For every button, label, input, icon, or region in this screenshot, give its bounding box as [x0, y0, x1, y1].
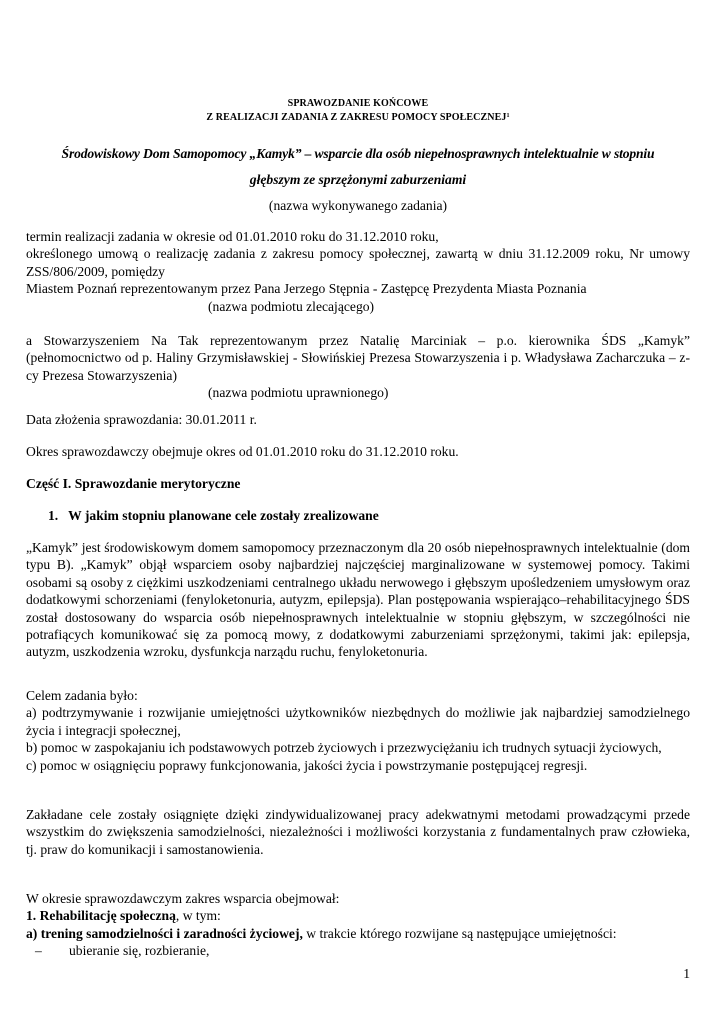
training-suffix: w trakcie którego rozwijane są następujące umiejętności: — [302, 925, 617, 941]
skill-list-item — [35, 942, 690, 959]
scope-intro: W okresie sprawozdawczym zakres wsparcia obejmował: — [26, 891, 340, 906]
task-title-line-2: głębszym ze sprzężonymi zaburzeniami — [249, 172, 467, 187]
question-1-heading: 1. W jakim stopniu planowane cele zostały zrealizowane — [48, 508, 379, 523]
contractor-caption: (nazwa podmiotu uprawnionego) — [208, 385, 389, 401]
header-line-1: SPRAWOZDANIE KOŃCOWE — [287, 98, 429, 109]
commissioner-line: Miastem Poznań reprezentowanym przez Pana Jerzego Stępnia - Zastępcę Prezydenta Miasta Poznania — [26, 281, 587, 297]
rehab-suffix: , w tym: — [175, 908, 221, 924]
skill-text: ubieranie się, rozbieranie, — [69, 943, 210, 959]
reporting-period: Okres sprawozdawczy obejmuje okres od 01.01.2010 roku do 31.12.2010 roku. — [26, 444, 459, 459]
report-header — [26, 97, 690, 125]
rehab-title: 1. Rehabilitację społeczną — [26, 908, 176, 924]
goal-b: b) pomoc w zaspokajaniu ich podstawowych potrzeb życiowych i przezwyciężaniu ich trudnych sytuacji życiowych, — [26, 740, 662, 756]
support-scope — [26, 890, 690, 960]
task-title — [26, 141, 690, 214]
goal-a: a) podtrzymywanie i rozwijanie umiejętności użytkowników niezbędnych do możliwie jak najbardziej samodzielnego życia i integracji społecznej, — [26, 705, 690, 738]
dash-bullet: – — [35, 943, 42, 959]
term-line: termin realizacji zadania w okresie od 01.01.2010 roku do 31.12.2010 roku, — [26, 229, 439, 244]
commissioner-caption: (nazwa podmiotu zlecającego) — [208, 298, 375, 314]
header-line-2: Z REALIZACJI ZADANIA Z ZAKRESU POMOCY SPOŁECZNEJ$^1$ — [206, 112, 510, 123]
kamyk-description: „Kamyk” jest środowiskowym domem samopomocy przeznaczonym dla 20 osób niepełnosprawnych intelektualnie (dom typu B). „Kamyk” objął wsparciem osoby najbardziej najczęściej marginalizowane w systemowej pomocy. Takimi osobami są osoby z ciężkimi uszkodzeniami centralnego układu nerwowego i głębszym upośledzeniem umysłowym oraz dodatkowymi schorzeniami (fenyloketonuria, autyzm, epilepsja). Plan postępowania wspierająco–rehabilitacyjnego ŚDS został dostosowany do wsparcia osób niepełnosprawnych intelektualnie w stopniu głębszym, w szczególności nie potrafiących komunikować się za pomocą mowy, z dodatkowymi zaburzeniami sprzężonymi, takimi jak: epilepsja, autyzm, uszkodzenia wzroku, dysfunkcja narządu ruchu, fenyloketonuria. — [26, 540, 690, 660]
agreement-section — [26, 228, 690, 402]
training-line — [26, 925, 690, 942]
goals-intro: Celem zadania było: — [26, 688, 138, 703]
contractor-line: a Stowarzyszeniem Na Tak reprezentowanym przez Natalię Marciniak – p.o. kierownika ŚDS „Kamyk” (pełnomocnictwo od p. Haliny Grzymisławskiej - Słowińskiej Prezesa Stowarzyszenia i p. Władysława Zacharczuka – z-cy Prezesa Stowarzyszenia) — [26, 333, 690, 383]
contract-line: określonego umową o realizację zadania z zakresu pomocy społecznej, zawartą w dniu 31.12.2009 roku, Nr umowy ZSS/806/2009, pomiędzy — [26, 246, 690, 279]
rehab-line — [26, 907, 690, 924]
page-number: 1 — [683, 966, 690, 981]
goals-achieved: Zakładane cele zostały osiągnięte dzięki zindywidualizowanej pracy adekwatnymi metodami prowadzącymi przede wszystkim do zwiększenia samodzielności, niezależności i możliwości korzystania z fundamentalnych praw człowieka, tj. praw do komunikacji i samostanowienia. — [26, 807, 690, 857]
part1-heading: Część I. Sprawozdanie merytoryczne — [26, 476, 241, 491]
training-title: a) trening samodzielności i zaradności życiowej, — [26, 925, 303, 941]
goals-section — [26, 687, 690, 774]
task-caption: (nazwa wykonywanego zadania) — [268, 198, 448, 213]
submission-date: Data złożenia sprawozdania: 30.01.2011 r. — [26, 412, 257, 427]
goal-c: c) pomoc w osiągnięciu poprawy funkcjonowania, jakości życia i powstrzymanie postępującej regresji. — [26, 757, 588, 773]
task-title-line-1: Środowiskowy Dom Samopomocy „Kamyk” – wsparcie dla osób niepełnosprawnych intelektualnie w stopniu — [61, 146, 655, 161]
footnote-mark: 1 — [506, 113, 510, 119]
